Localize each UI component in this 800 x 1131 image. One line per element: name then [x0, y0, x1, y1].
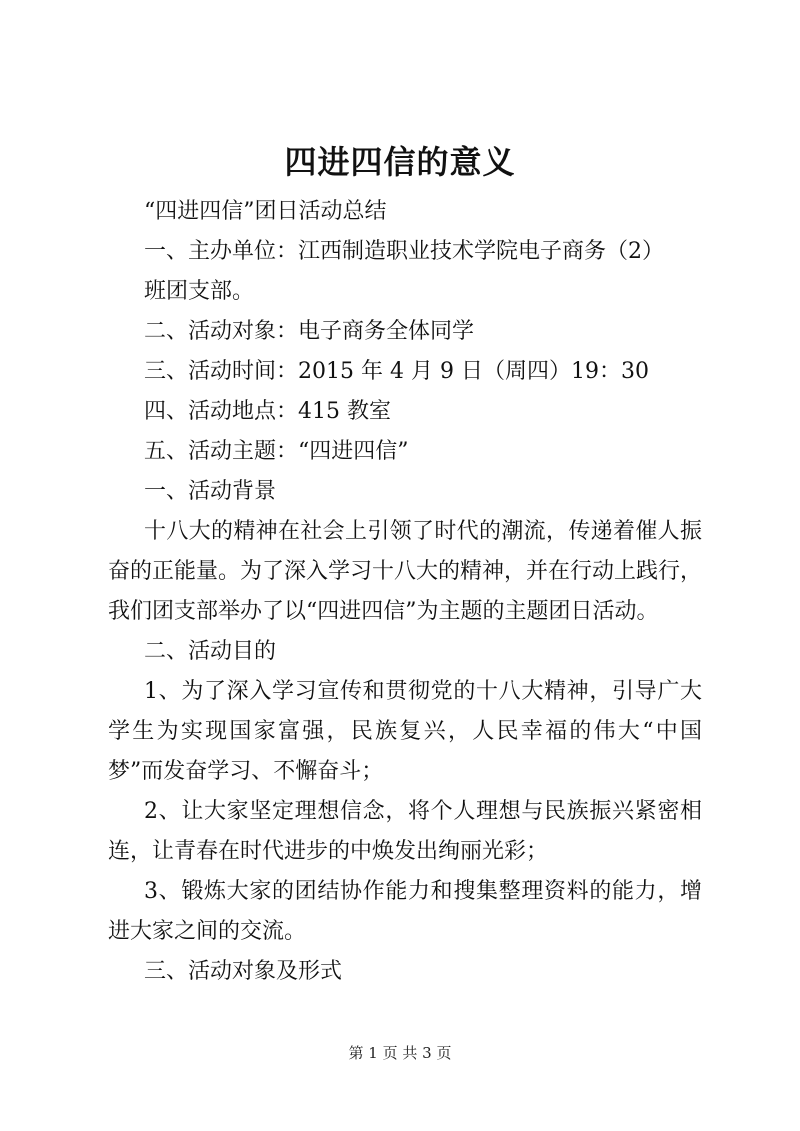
document-title: 四进四信的意义 — [284, 143, 516, 181]
paragraph-theme: 五、活动主题：“四进四信” — [144, 439, 409, 464]
paragraph-audience: 二、活动对象：电子商务全体同学 — [144, 319, 475, 344]
paragraph-purpose-2: 2、让大家坚定理想信念，将个人理想与民族振兴紧密相连，让青春在时代进步的中焕发出绚丽光彩； — [108, 799, 702, 864]
paragraph-location: 四、活动地点：415 教室 — [144, 399, 391, 424]
section-heading-purpose: 二、活动目的 — [144, 639, 277, 664]
section-heading-format: 三、活动对象及形式 — [144, 959, 343, 984]
paragraph-organizer: 一、主办单位：江西制造职业技术学院电子商务（2） — [144, 239, 664, 264]
paragraph-organizer-cont: 班团支部。 — [144, 279, 255, 304]
paragraph-purpose-3: 3、锻炼大家的团结协作能力和搜集整理资料的能力，增进大家之间的交流。 — [108, 879, 702, 944]
paragraph-summary-heading: “四进四信”团日活动总结 — [144, 199, 387, 224]
paragraph-purpose-1: 1、为了深入学习宣传和贯彻党的十八大精神，引导广大学生为实现国家富强，民族复兴，人民幸福的伟大“中国梦”而发奋学习、不懈奋斗； — [108, 679, 702, 784]
section-heading-background: 一、活动背景 — [144, 479, 277, 504]
page-footer: 第 1 页 共 3 页 — [348, 1044, 452, 1062]
paragraph-background: 十八大的精神在社会上引领了时代的潮流，传递着催人振奋的正能量。为了深入学习十八大的精神，并在行动上践行，我们团支部举办了以“四进四信”为主题的主题团日活动。 — [108, 519, 703, 624]
document-body — [108, 192, 702, 992]
paragraph-time: 三、活动时间：2015 年 4 月 9 日（周四）19：30 — [144, 359, 649, 384]
